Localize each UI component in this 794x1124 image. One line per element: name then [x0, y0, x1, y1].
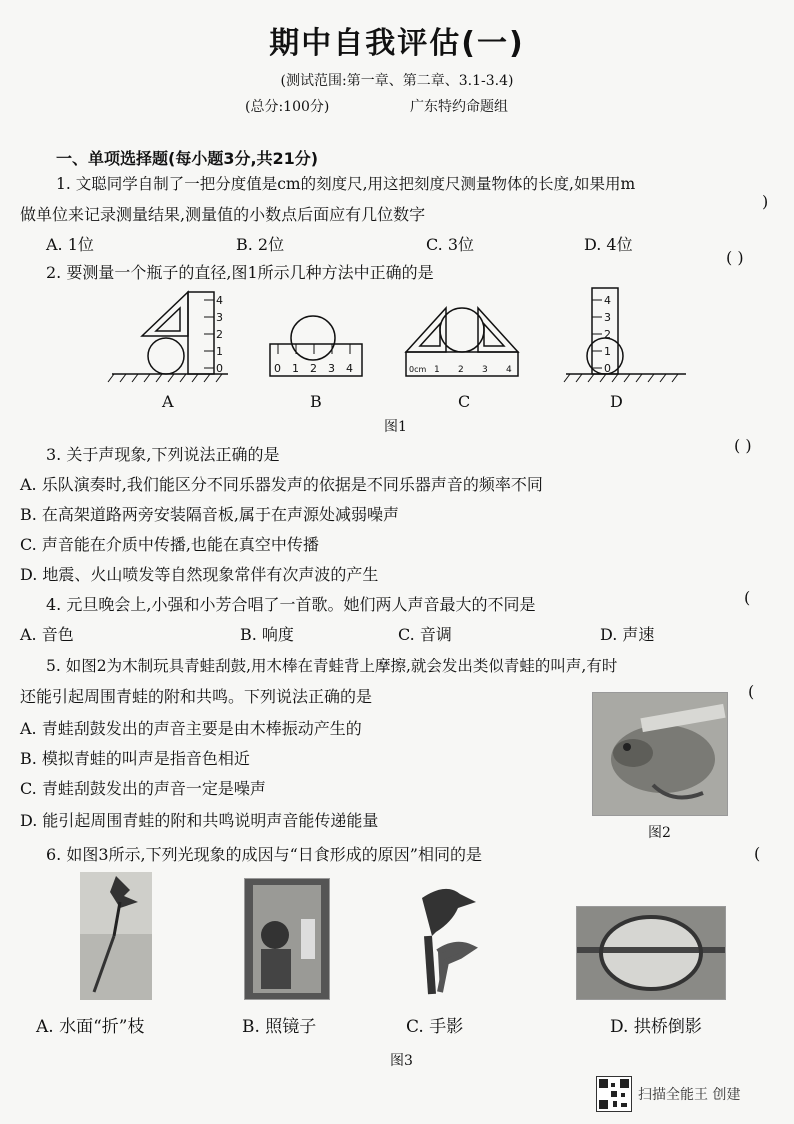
fig1-d-tick-3: 3 [604, 311, 611, 324]
total-score: (总分:100分) [245, 99, 330, 115]
q1-option-a: A. 1位 [46, 235, 94, 254]
q5-option-b: B. 模拟青蛙的叫声是指音色相近 [20, 749, 250, 768]
fig3-b-photo [244, 878, 330, 1000]
q3-option-c: C. 声音能在介质中传播,也能在真空中传播 [20, 535, 319, 554]
hand-shadow-image [402, 876, 482, 996]
fig1-d-tick-0: 0 [604, 362, 611, 375]
q3-option-d: D. 地震、火山喷发等自然现象常伴有次声波的产生 [20, 565, 379, 584]
q3-option-b: B. 在高架道路两旁安装隔音板,属于在声源处减弱噪声 [20, 505, 400, 524]
fig1-c-tick-3: 3 [482, 365, 488, 375]
q6-option-c: C. 手影 [406, 1017, 464, 1037]
q1-option-d: D. 4位 [584, 235, 633, 254]
fig1-b-tick-1: 1 [292, 362, 299, 375]
fig2-frog-photo [592, 692, 728, 816]
fig2-caption: 图2 [648, 825, 671, 841]
q5-option-d: D. 能引起周围青蛙的附和共鸣说明声音能传递能量 [20, 811, 379, 830]
q6-option-b: B. 照镜子 [242, 1017, 317, 1037]
fig1-a-tick-0: 0 [216, 362, 223, 375]
fig1-a-tick-3: 3 [216, 311, 223, 324]
bent-branch-image [80, 872, 152, 1000]
q3-option-a: A. 乐队演奏时,我们能区分不同乐器发声的依据是不同乐器声音的频率不同 [20, 475, 543, 494]
fig1-c-tick-1: 1 [434, 365, 440, 375]
q6-text: 6. 如图3所示,下列光现象的成因与“日食形成的原因”相同的是 [46, 845, 482, 864]
scanner-watermark: 扫描全能王 创建 [638, 1087, 741, 1103]
q6-answer-paren: ( [754, 844, 761, 863]
fig3-c-photo [402, 876, 482, 996]
mirror-image [245, 879, 329, 999]
q4-option-a: A. 音色 [20, 625, 74, 644]
q1-answer-paren: ) [762, 192, 769, 211]
q5-line1: 5. 如图2为木制玩具青蛙刮鼓,用木棒在青蛙背上摩擦,就会发出类似青蛙的叫声,有时 [46, 657, 618, 675]
q5-option-a: A. 青蛙刮鼓发出的声音主要是由木棒振动产生的 [20, 719, 362, 738]
figure-1 [100, 286, 700, 388]
q1-option-b: B. 2位 [236, 235, 285, 254]
fig3-d-photo [576, 906, 726, 1000]
author-group: 广东特约命题组 [410, 99, 508, 115]
fig1-a-tick-2: 2 [216, 328, 223, 341]
arch-bridge-reflection-image [577, 907, 725, 999]
fig1-b-tick-4: 4 [346, 362, 353, 375]
fig1-label-d: D [610, 392, 623, 411]
q4-option-c: C. 音调 [398, 625, 452, 644]
fig1-d-drawing [564, 288, 686, 382]
frog-image [593, 693, 727, 815]
fig1-d-tick-2: 2 [604, 328, 611, 341]
q2-answer-paren: ( ) [726, 248, 744, 267]
fig3-a-photo [80, 872, 152, 1000]
fig1-d-tick-4: 4 [604, 294, 611, 307]
fig1-a-drawing [108, 292, 228, 382]
fig1-b-tick-0: 0 [274, 362, 281, 375]
fig3-caption: 图3 [390, 1053, 413, 1069]
q1-option-c: C. 3位 [426, 235, 475, 254]
fig1-b-tick-3: 3 [328, 362, 335, 375]
fig1-b-tick-2: 2 [310, 362, 317, 375]
q2-text: 2. 要测量一个瓶子的直径,图1所示几种方法中正确的是 [46, 263, 434, 282]
qr-code-icon [596, 1076, 632, 1112]
q5-line2: 还能引起周围青蛙的附和共鸣。下列说法正确的是 [20, 687, 373, 706]
section-heading: 一、单项选择题(每小题3分,共21分) [56, 149, 319, 168]
test-scope: (测试范围:第一章、第二章、3.1-3.4) [280, 73, 514, 89]
fig1-d-tick-1: 1 [604, 345, 611, 358]
fig1-c-tick-4: 4 [506, 365, 512, 375]
q6-option-d: D. 拱桥倒影 [610, 1017, 702, 1037]
q1-line2: 做单位来记录测量结果,测量值的小数点后面应有几位数字 [20, 205, 426, 224]
q6-option-a: A. 水面“折”枝 [36, 1017, 145, 1037]
fig1-caption: 图1 [384, 419, 407, 435]
fig1-a-tick-1: 1 [216, 345, 223, 358]
fig1-c-unit: 0cm [409, 365, 427, 374]
q4-option-b: B. 响度 [240, 625, 294, 644]
q5-option-c: C. 青蛙刮鼓发出的声音一定是噪声 [20, 779, 266, 798]
q4-answer-paren: ( [744, 588, 751, 607]
q3-answer-paren: ( ) [734, 436, 752, 455]
fig1-label-b: B [310, 392, 322, 411]
q3-text: 3. 关于声现象,下列说法正确的是 [46, 445, 280, 464]
q4-option-d: D. 声速 [600, 625, 655, 644]
q5-answer-paren: ( [748, 682, 755, 701]
q1-line1: 1. 文聪同学自制了一把分度值是cm的刻度尺,用这把刻度尺测量物体的长度,如果用m [56, 175, 636, 193]
fig1-label-c: C [458, 392, 471, 411]
q4-text: 4. 元旦晚会上,小强和小芳合唱了一首歌。她们两人声音最大的不同是 [46, 595, 536, 614]
fig1-c-tick-2: 2 [458, 365, 464, 375]
fig1-a-tick-4: 4 [216, 294, 223, 307]
page-title: 期中自我评估(一) [269, 26, 525, 61]
fig1-label-a: A [162, 392, 174, 411]
